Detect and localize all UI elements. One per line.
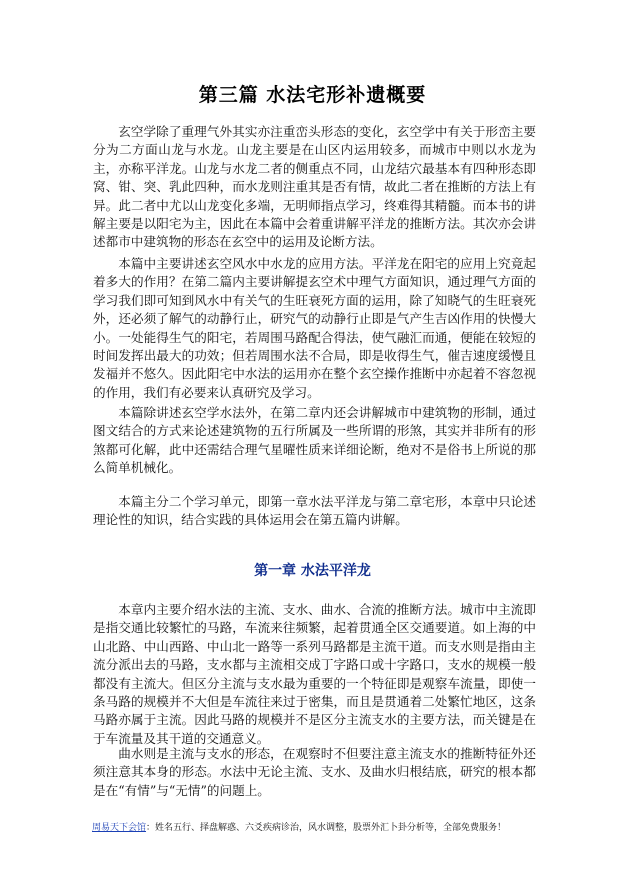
intro-paragraph-4: 本篇主分二个学习单元，即第一章水法平洋龙与第二章宅形，本章中只论述理论性的知识，结合实践的具体运用会在第五篇内讲解。	[93, 494, 536, 528]
chapter-paragraph-2: 曲水则是主流与支水的形态，在观察时不但要注意主流支水的推断特征外还须注意其本身的形态。水法中无论主流、支水、及曲水归根结底，研究的根本都是在“有情”与“无情”的问题上。	[93, 746, 536, 798]
chapter-paragraph-1: 本章内主要介绍水法的主流、支水、曲水、合流的推断方法。城市中主流即是指交通比较繁忙的马路，车流来往频繁，起着贯通全区交通要道。如上海的中山北路、中山西路、中山北一路等一系列马路都是主流干道。而支水则是指由主流分派出去的马路，支水都与主流相交成丁字路口或十字路口，支水的规模一般都没有主流大。但区分主流与支水最为重要的一个特征即是观察车流量，即使一条马路的规模并不大但是车流往来过于密集，而且是贯通着二处繁忙地区，这条马路亦属于主流。因此马路的规模并不是区分主流支水的主要方法，而关键是在于车流量及其干道的交通意义。	[93, 602, 536, 746]
page-title: 第三篇 水法宅形补遗概要	[198, 84, 427, 106]
footer-services-text: ：姓名五行、择盘解惑、六爻疾病诊治，风水调整，股票外汇卜卦分析等，全部免费服务！	[146, 823, 507, 833]
footer-site-link[interactable]: 周易天下会馆	[92, 823, 147, 833]
intro-paragraph-3: 本篇除讲述玄空学水法外，在第二章内还会讲解城市中建筑物的形制，通过图文结合的方式来论述建筑物的五行所属及一些所谓的形煞，其实并非所有的形煞都可化解，此中还需结合理气星曜性质来详细论断，绝对不是俗书上所说的那么简单机械化。	[93, 405, 536, 476]
chapter-title: 第一章 水法平洋龙	[254, 563, 371, 579]
intro-paragraph-1: 玄空学除了重理气外其实亦注重峦头形态的变化，玄空学中有关于形峦主要分为二方面山龙与水龙。山龙主要是在山区内运用较多，而城市中则以水龙为主，亦称平洋龙。山龙与水龙二者的侧重点不同，山龙结穴最基本有四种形态即窝、钳、突、乳此四种，而水龙则注重其是否有情，故此二者在推断的方法上有异。此二者中尤以山龙变化多端，无明师指点学习，终难得其精髓。而本书的讲解主要是以阳宅为主，因此在本篇中会着重讲解平洋龙的推断方法。其次亦会讲述都市中建筑物的形态在玄空中的运用及论断方法。	[93, 124, 536, 250]
footer-banner	[92, 822, 552, 834]
intro-paragraph-2: 本篇中主要讲述玄空风水中水龙的应用方法。平洋龙在阳宅的应用上究竟起着多大的作用？在第二篇内主要讲解提玄空术中理气方面知识，通过理气方面的学习我们即可知到风水中有关气的生旺衰死方面的运用，除了知晓气的生旺衰死外，还必须了解气的动静行止，研究气的动静行止即是气产生吉凶作用的快慢大小。一处能得生气的阳宅，若周围马路配合得法，使气融汇而通，便能在较短的时间发挥出最大的功效；但若周围水法不合局，即是收得生气，催吉速度缓慢且发福并不悠久。因此阳宅中水法的运用亦在整个玄空操作推断中亦起着不容忽视的作用，我们有必要来认真研究及学习。	[93, 256, 536, 400]
